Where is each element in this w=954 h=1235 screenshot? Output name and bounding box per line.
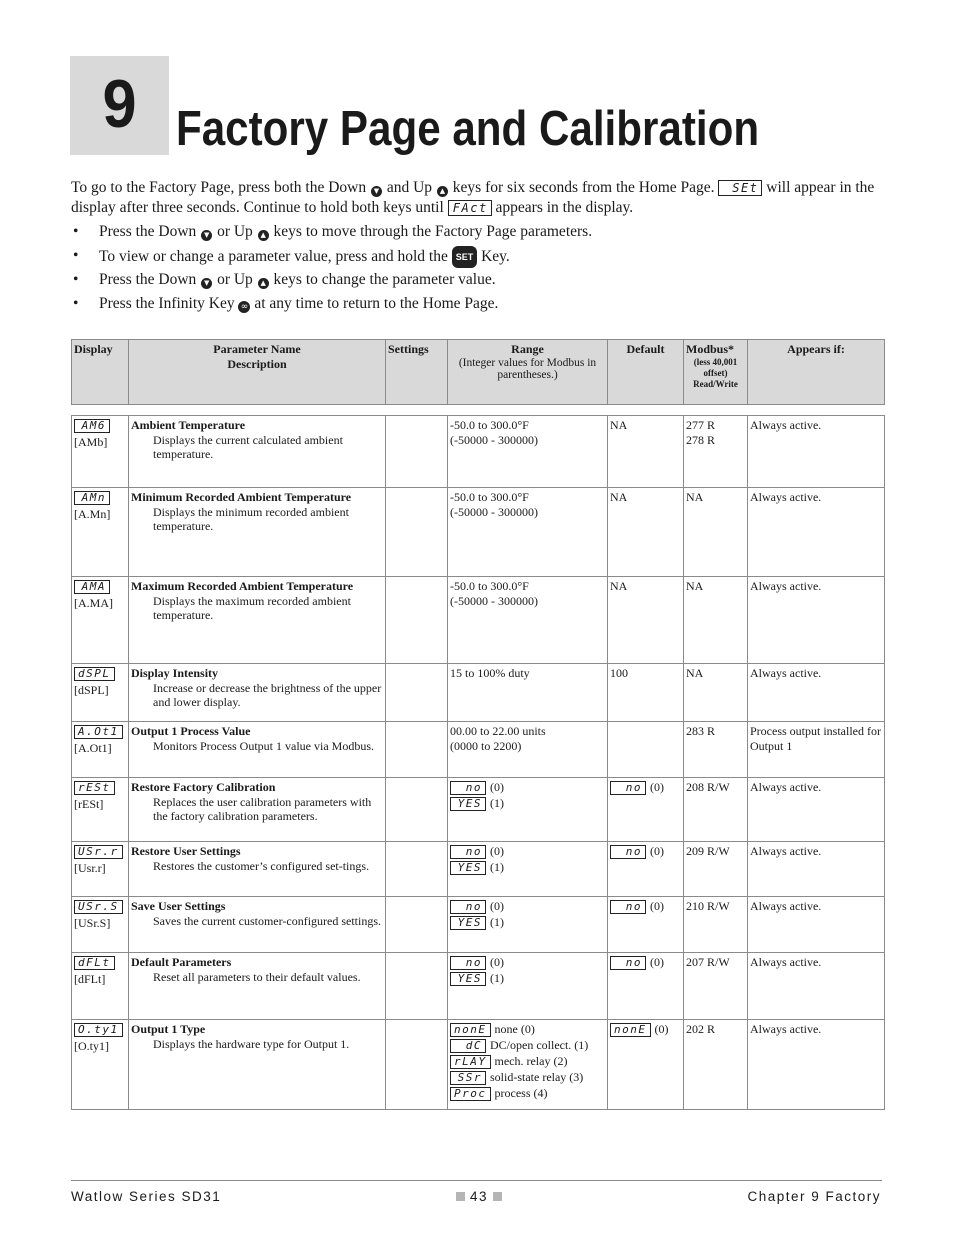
option-text: none (0): [494, 1022, 535, 1036]
parameter-name: Restore Factory Calibration: [131, 780, 276, 794]
range-cell: [448, 664, 608, 722]
range-cell: [448, 778, 608, 842]
modbus-value: 277 R: [686, 418, 716, 432]
chapter-number: 9: [102, 66, 137, 142]
display-abbr: [A.Mn]: [74, 507, 111, 522]
option-text: DC/open collect. (1): [490, 1038, 589, 1052]
range-option: [450, 1086, 605, 1102]
parameter-description: Increase or decrease the brightness of the upper and lower display.: [153, 680, 382, 709]
col-modbus-sub: offset): [703, 367, 728, 378]
option-text: (1): [490, 860, 504, 874]
lcd-default: no: [610, 845, 646, 859]
option-text: (1): [490, 971, 504, 985]
down-arrow-icon: ▼: [371, 186, 382, 197]
col-settings: Settings: [386, 340, 448, 405]
range-option: [450, 780, 605, 796]
bullet-text: Press the Down: [99, 271, 197, 288]
bullet-text: at any time to return to the Home Page.: [254, 295, 499, 312]
range-cell: [448, 897, 608, 953]
lcd-default: nonE: [610, 1023, 651, 1037]
display-cell: [72, 664, 129, 722]
parameter-description: Displays the maximum recorded ambient temperature.: [153, 593, 351, 622]
appears-cell: Always active.: [748, 953, 885, 1020]
range-modbus: (0000 to 2200): [450, 738, 522, 753]
display-abbr: [USr.S]: [74, 916, 111, 931]
list-item: • Press the Infinity Key ∞ at any time to return to the Home Page.: [73, 295, 499, 312]
range-modbus: (-50000 - 300000): [450, 432, 538, 447]
range-cell: [448, 488, 608, 577]
up-arrow-icon: ▲: [258, 230, 269, 241]
range-cell: [448, 953, 608, 1020]
table-row: [72, 842, 885, 897]
settings-cell: [386, 897, 448, 953]
bullet-text: Press the Down: [99, 223, 197, 240]
parameter-description: Restores the customer’s configured set-tings.: [153, 858, 370, 873]
default-cell: [608, 897, 684, 953]
lcd-display: AM6: [74, 419, 110, 433]
col-modbus-title: Modbus*: [686, 342, 735, 356]
lcd-option: SSr: [450, 1071, 486, 1085]
lcd-option: rLAY: [450, 1055, 491, 1069]
bullet-text: Press the Infinity Key: [99, 295, 235, 312]
footer-chapter: Chapter 9 Factory: [747, 1189, 881, 1204]
intro-text: will appear in the display after three seconds. Continue to hold both keys until: [71, 179, 875, 216]
default-cell: [608, 664, 684, 722]
col-range-title: Range: [511, 342, 544, 356]
range-option: [450, 1038, 605, 1054]
display-cell: [72, 488, 129, 577]
default-text: (0): [650, 780, 664, 794]
settings-cell: [386, 416, 448, 488]
option-text: (0): [490, 955, 504, 969]
option-text: (0): [490, 844, 504, 858]
appears-cell: Always active.: [748, 416, 885, 488]
appears-cell: Always active.: [748, 664, 885, 722]
bullet-text: or Up: [217, 271, 253, 288]
range-value: -50.0 to 300.0°F: [450, 418, 529, 432]
lcd-display: USr.S: [74, 900, 123, 914]
lcd-option: no: [450, 781, 486, 795]
list-item: • Press the Down ▼ or Up ▲ keys to move through the Factory Page parameters.: [73, 223, 593, 240]
parameter-cell: [129, 664, 386, 722]
settings-cell: [386, 953, 448, 1020]
modbus-cell: [684, 416, 748, 488]
display-cell: [72, 1020, 129, 1110]
range-modbus: (-50000 - 300000): [450, 593, 538, 608]
square-icon: [456, 1192, 465, 1201]
display-cell: [72, 416, 129, 488]
display-abbr: [dFLt]: [74, 972, 106, 987]
default-value: NA: [610, 418, 628, 432]
intro-text: keys for six seconds from the Home Page.: [452, 179, 715, 196]
down-arrow-icon: ▼: [201, 278, 212, 289]
square-icon: [493, 1192, 502, 1201]
modbus-cell: [684, 488, 748, 577]
appears-cell: Always active.: [748, 577, 885, 664]
intro-paragraph: [71, 178, 883, 217]
parameter-name: Ambient Temperature: [131, 418, 246, 432]
down-arrow-icon: ▼: [201, 230, 212, 241]
parameter-cell: [129, 722, 386, 778]
range-cell: [448, 842, 608, 897]
option-text: mech. relay (2): [494, 1054, 568, 1068]
list-item: • Press the Down ▼ or Up ▲ keys to change the parameter value.: [73, 271, 496, 288]
bullet-text: To view or change a parameter value, press and hold the: [99, 248, 448, 265]
infinity-key-icon: ∞: [238, 301, 250, 313]
bullet-text: Key.: [481, 248, 510, 265]
table-row: [72, 488, 885, 577]
modbus-value: NA: [686, 490, 704, 504]
display-cell: [72, 577, 129, 664]
lcd-display: dFLt: [74, 956, 115, 970]
default-option: [610, 844, 681, 860]
col-default: Default: [608, 340, 684, 405]
option-text: solid-state relay (3): [490, 1070, 584, 1084]
modbus-value: 209 R/W: [686, 844, 730, 858]
settings-cell: [386, 1020, 448, 1110]
parameter-cell: [129, 842, 386, 897]
col-param-desc: Description: [227, 356, 287, 371]
col-range-sub: (Integer values for Modbus in parentheses.): [458, 356, 597, 381]
lcd-default: no: [610, 900, 646, 914]
lcd-option: dC: [450, 1039, 486, 1053]
modbus-value: NA: [686, 666, 704, 680]
option-text: (0): [490, 899, 504, 913]
instruction-list: [71, 222, 592, 318]
parameter-name: Display Intensity: [131, 666, 219, 680]
modbus-value: 278 R: [686, 432, 716, 447]
settings-cell: [386, 577, 448, 664]
option-text: (1): [490, 796, 504, 810]
default-cell: [608, 416, 684, 488]
settings-cell: [386, 722, 448, 778]
parameter-cell: [129, 897, 386, 953]
parameter-description: Displays the minimum recorded ambient temperature.: [153, 504, 349, 533]
intro-text: appears in the display.: [495, 198, 634, 216]
parameter-description: Displays the hardware type for Output 1.: [153, 1036, 350, 1051]
table-row: [72, 577, 885, 664]
lcd-option: YES: [450, 861, 486, 875]
default-cell: [608, 488, 684, 577]
parameter-description: Reset all parameters to their default values.: [153, 969, 361, 984]
parameter-cell: [129, 953, 386, 1020]
parameter-name: Minimum Recorded Ambient Temperature: [131, 490, 352, 504]
range-option: [450, 844, 605, 860]
default-option: [610, 1022, 681, 1038]
col-modbus-sub: Read/Write: [693, 378, 738, 389]
default-option: [610, 780, 681, 796]
parameter-name: Output 1 Type: [131, 1022, 206, 1036]
parameter-name: Restore User Settings: [131, 844, 241, 858]
table-row: [72, 1020, 885, 1110]
default-cell: [608, 722, 684, 778]
parameter-cell: [129, 488, 386, 577]
range-option: [450, 899, 605, 915]
settings-cell: [386, 778, 448, 842]
parameter-table: [71, 415, 885, 1110]
parameter-name: Default Parameters: [131, 955, 232, 969]
modbus-cell: [684, 1020, 748, 1110]
lcd-set-display: SEt: [718, 180, 762, 196]
modbus-cell: [684, 842, 748, 897]
lcd-default: no: [610, 956, 646, 970]
range-option: [450, 915, 605, 931]
table-row: [72, 416, 885, 488]
parameter-cell: [129, 1020, 386, 1110]
option-text: process (4): [494, 1086, 548, 1100]
range-value: -50.0 to 300.0°F: [450, 490, 529, 504]
range-option: [450, 1070, 605, 1086]
range-cell: [448, 722, 608, 778]
range-value: 15 to 100% duty: [450, 666, 530, 680]
lcd-option: no: [450, 900, 486, 914]
table-header: [71, 339, 885, 405]
footer-divider: [71, 1180, 882, 1181]
bullet-text: keys to change the parameter value.: [273, 271, 496, 288]
col-range: [448, 340, 608, 405]
lcd-display: USr.r: [74, 845, 123, 859]
default-cell: [608, 577, 684, 664]
modbus-value: 283 R: [686, 724, 716, 738]
parameter-cell: [129, 778, 386, 842]
up-arrow-icon: ▲: [258, 278, 269, 289]
col-modbus-sub: (less 40,001: [693, 356, 738, 367]
lcd-fact-display: FAct: [448, 200, 492, 216]
appears-cell: Always active.: [748, 842, 885, 897]
modbus-cell: [684, 664, 748, 722]
parameter-description: Saves the current customer-configured settings.: [153, 913, 382, 928]
range-value: 00.00 to 22.00 units: [450, 724, 546, 738]
col-parameter: [129, 340, 386, 405]
parameter-description: Displays the current calculated ambient temperature.: [153, 432, 343, 461]
appears-cell: Always active.: [748, 897, 885, 953]
lcd-display: rESt: [74, 781, 115, 795]
table-row: [72, 953, 885, 1020]
table-row: [72, 664, 885, 722]
appears-cell: Always active.: [748, 488, 885, 577]
display-cell: [72, 842, 129, 897]
chapter-number-box: [70, 56, 169, 155]
footer-title: Watlow Series SD31: [71, 1189, 222, 1204]
col-appears: Appears if:: [748, 340, 885, 405]
lcd-display: A.Ot1: [74, 725, 123, 739]
page-number: 43: [469, 1189, 489, 1204]
option-text: (1): [490, 915, 504, 929]
default-option: [610, 899, 681, 915]
intro-text: To go to the Factory Page, press both the Down: [71, 179, 367, 196]
appears-cell: Process output installed for Output 1: [748, 722, 885, 778]
parameter-name: Output 1 Process Value: [131, 724, 251, 738]
list-item: • To view or change a parameter value, press and hold the SET Key.: [71, 246, 592, 270]
default-value: NA: [610, 490, 628, 504]
option-text: (0): [490, 780, 504, 794]
default-cell: [608, 1020, 684, 1110]
parameter-description: Replaces the user calibration parameters with the factory calibration parameters.: [153, 794, 372, 823]
modbus-cell: [684, 897, 748, 953]
default-value: 100: [610, 666, 628, 680]
range-cell: [448, 1020, 608, 1110]
range-cell: [448, 577, 608, 664]
modbus-value: 208 R/W: [686, 780, 730, 794]
col-display: Display: [72, 340, 129, 405]
range-value: -50.0 to 300.0°F: [450, 579, 529, 593]
table-row: [72, 722, 885, 778]
modbus-cell: [684, 577, 748, 664]
parameter-cell: [129, 416, 386, 488]
col-param-name: Parameter Name: [213, 342, 301, 356]
display-abbr: [O.ty1]: [74, 1039, 109, 1054]
table-row: [72, 778, 885, 842]
parameter-description: Monitors Process Output 1 value via Modbus.: [153, 738, 374, 753]
range-option: [450, 971, 605, 987]
page-title: Factory Page and Calibration: [176, 102, 760, 156]
modbus-value: 210 R/W: [686, 899, 730, 913]
display-cell: [72, 953, 129, 1020]
range-option: [450, 1022, 605, 1038]
col-modbus: [684, 340, 748, 405]
display-abbr: [dSPL]: [74, 683, 109, 698]
default-cell: [608, 842, 684, 897]
display-abbr: [AMb]: [74, 435, 108, 450]
modbus-value: 202 R: [686, 1022, 716, 1036]
parameter-name: Maximum Recorded Ambient Temperature: [131, 579, 354, 593]
lcd-display: AMn: [74, 491, 110, 505]
display-abbr: [A.MA]: [74, 596, 113, 611]
lcd-default: no: [610, 781, 646, 795]
modbus-cell: [684, 953, 748, 1020]
default-text: (0): [654, 1022, 669, 1036]
settings-cell: [386, 664, 448, 722]
lcd-option: Proc: [450, 1087, 491, 1101]
settings-cell: [386, 842, 448, 897]
footer-page: [450, 1189, 508, 1204]
default-text: (0): [650, 844, 664, 858]
default-value: NA: [610, 579, 628, 593]
display-abbr: [Usr.r]: [74, 861, 106, 876]
lcd-option: nonE: [450, 1023, 491, 1037]
up-arrow-icon: ▲: [437, 186, 448, 197]
lcd-option: no: [450, 845, 486, 859]
display-cell: [72, 778, 129, 842]
parameter-cell: [129, 577, 386, 664]
bullet-text: or Up: [217, 223, 253, 240]
display-abbr: [rESt]: [74, 797, 104, 812]
display-cell: [72, 897, 129, 953]
default-cell: [608, 778, 684, 842]
default-cell: [608, 953, 684, 1020]
range-cell: [448, 416, 608, 488]
range-option: [450, 1054, 605, 1070]
modbus-value: 207 R/W: [686, 955, 730, 969]
range-option: [450, 955, 605, 971]
display-cell: [72, 722, 129, 778]
display-abbr: [A.Ot1]: [74, 741, 112, 756]
default-option: [610, 955, 681, 971]
modbus-cell: [684, 778, 748, 842]
set-key-icon: SET: [452, 246, 478, 268]
parameter-name: Save User Settings: [131, 899, 226, 913]
range-option: [450, 860, 605, 876]
lcd-display: AMA: [74, 580, 110, 594]
appears-cell: Always active.: [748, 1020, 885, 1110]
table-row: [72, 897, 885, 953]
range-option: [450, 796, 605, 812]
modbus-cell: [684, 722, 748, 778]
lcd-option: YES: [450, 972, 486, 986]
lcd-option: no: [450, 956, 486, 970]
bullet-text: keys to move through the Factory Page parameters.: [273, 223, 593, 240]
settings-cell: [386, 488, 448, 577]
lcd-display: O.ty1: [74, 1023, 123, 1037]
intro-text: and Up: [386, 179, 433, 196]
default-text: (0): [650, 899, 664, 913]
default-text: (0): [650, 955, 664, 969]
lcd-option: YES: [450, 916, 486, 930]
modbus-value: NA: [686, 579, 704, 593]
appears-cell: Always active.: [748, 778, 885, 842]
range-modbus: (-50000 - 300000): [450, 504, 538, 519]
lcd-option: YES: [450, 797, 486, 811]
lcd-display: dSPL: [74, 667, 115, 681]
